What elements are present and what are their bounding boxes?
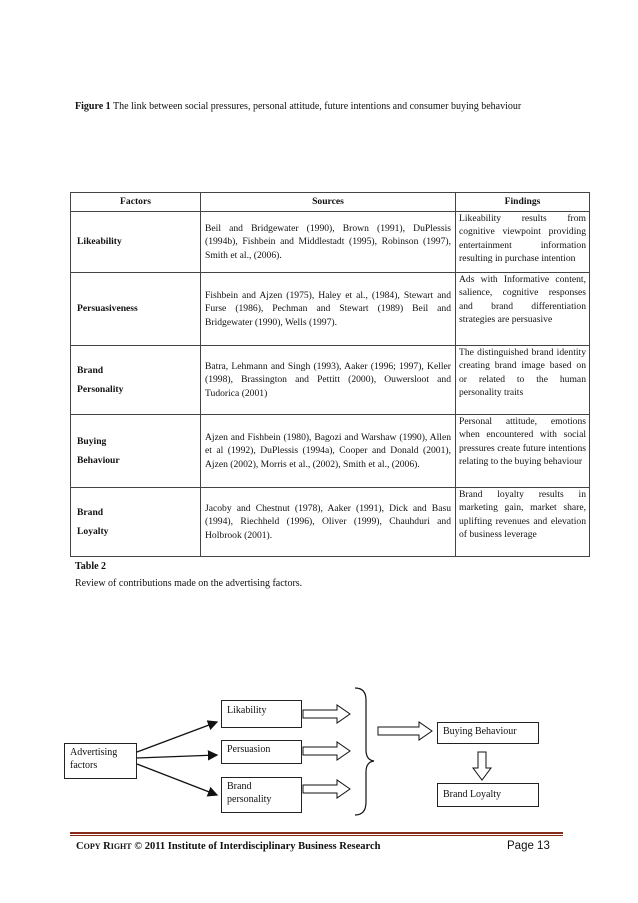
copyright-ight: IGHT bbox=[110, 842, 132, 851]
sources-cell: Fishbein and Ajzen (1975), Haley et al., (1984), Stewart and Furse (1986), Pechman and Stewart (1989) Beil and Bridgewater (1990), Wells (1997). bbox=[201, 273, 456, 346]
brand-personality-line: Brand bbox=[227, 781, 252, 792]
connector-to-brand-personality bbox=[137, 764, 217, 795]
header-factors: Factors bbox=[71, 193, 201, 212]
table-row bbox=[71, 273, 590, 346]
factor-cell bbox=[71, 273, 201, 346]
sources-cell: Beil and Bridgewater (1990), Brown (1991), DuPlessis (1994b), Fishbein and Middlestadt (1995), Robinson (1997), Smith et al., (2006). bbox=[201, 212, 456, 273]
factor-name: Loyalty bbox=[77, 526, 109, 537]
review-table bbox=[70, 192, 590, 557]
table-label: Table 2 bbox=[75, 561, 107, 572]
table-row bbox=[71, 212, 590, 273]
footer-rule bbox=[70, 832, 563, 834]
advertising-factors-line: Advertising bbox=[70, 747, 118, 758]
factor-name: Persuasiveness bbox=[77, 303, 138, 315]
brand-loyalty-box bbox=[437, 783, 539, 807]
page-number: Page 13 bbox=[507, 840, 550, 852]
likability-box bbox=[221, 700, 302, 728]
hollow-arrow-3 bbox=[303, 780, 350, 798]
footer-copyright bbox=[76, 841, 380, 852]
findings-cell: Brand loyalty results in marketing gain, market share, uplifting revenues and elevation of business leverage bbox=[456, 488, 590, 557]
copyright-opy: OPY bbox=[83, 842, 101, 851]
hollow-arrow-2 bbox=[303, 742, 350, 760]
table-row bbox=[71, 415, 590, 488]
table-header-row bbox=[71, 193, 590, 212]
sources-cell: Jacoby and Chestnut (1978), Aaker (1991), Dick and Basu (1994), Riechheld (1996), Oliver (1999), Chauhduri and Holbrook (2001). bbox=[201, 488, 456, 557]
likability-label: Likability bbox=[227, 705, 267, 716]
brace bbox=[355, 688, 374, 815]
connector-to-persuasion bbox=[137, 755, 217, 758]
factor-name: Personality bbox=[77, 384, 124, 395]
table-row bbox=[71, 346, 590, 415]
factor-name: Brand bbox=[77, 364, 104, 376]
sources-cell: Batra, Lehmann and Singh (1993), Aaker (1996; 1997), Keller (1998), Brassington and Pettitt (2000), Ouwersloot and Tudorica (2001) bbox=[201, 346, 456, 415]
factor-name: Behaviour bbox=[77, 455, 120, 466]
persuasion-box bbox=[221, 740, 302, 764]
header-sources: Sources bbox=[201, 193, 456, 212]
footer-rule-thin bbox=[70, 835, 563, 836]
connector-to-likability bbox=[137, 722, 217, 752]
advertising-factors-box bbox=[64, 743, 137, 779]
buying-behaviour-label: Buying Behaviour bbox=[443, 726, 517, 737]
hollow-arrow-to-buying bbox=[378, 722, 432, 740]
figure-caption bbox=[75, 101, 575, 113]
brand-loyalty-label: Brand Loyalty bbox=[443, 789, 502, 800]
figure-caption-text: The link between social pressures, personal attitude, future intentions and consumer buying behaviour bbox=[112, 101, 522, 112]
advertising-factors-line: factors bbox=[70, 760, 98, 771]
copyright-r: R bbox=[103, 841, 111, 852]
hollow-arrow-1 bbox=[303, 705, 350, 723]
findings-cell: The distinguished brand identity creating brand image based on or related to the human personality traits bbox=[456, 346, 590, 415]
factor-name: Likeability bbox=[77, 236, 122, 248]
factor-cell bbox=[71, 488, 201, 557]
factor-cell bbox=[71, 346, 201, 415]
persuasion-label: Persuasion bbox=[227, 744, 271, 755]
copyright-text: © 2011 Institute of Interdisciplinary Business Research bbox=[134, 841, 381, 852]
table-row bbox=[71, 488, 590, 557]
header-findings: Findings bbox=[456, 193, 590, 212]
factor-name: Brand bbox=[77, 506, 104, 518]
brand-personality-box bbox=[221, 777, 302, 813]
factor-name: Buying bbox=[77, 435, 107, 447]
factor-cell bbox=[71, 415, 201, 488]
copyright-c: C bbox=[76, 841, 84, 852]
factor-cell bbox=[71, 212, 201, 273]
figure-label: Figure 1 bbox=[75, 101, 111, 112]
sources-cell: Ajzen and Fishbein (1980), Bagozi and Warshaw (1990), Allen et al (1992), DuPlessis (1994a), Cooper and Donald (2001), Ajzen (2002), Morris et al., (2002), Smith et al., (2006). bbox=[201, 415, 456, 488]
brand-personality-line: personality bbox=[227, 794, 272, 805]
hollow-arrow-down bbox=[473, 752, 491, 780]
findings-cell: Personal attitude, emotions when encountered with social pressures create future intentions relating to the buying behaviour bbox=[456, 415, 590, 488]
findings-cell: Ads with Informative content, salience, cognitive responses and brand differentiation strategies are persuasive bbox=[456, 273, 590, 346]
table-caption: Review of contributions made on the advertising factors. bbox=[75, 578, 303, 589]
findings-cell: Likeability results from cognitive viewpoint providing entertainment information resulting in purchase intention bbox=[456, 212, 590, 273]
buying-behaviour-box bbox=[437, 722, 539, 744]
